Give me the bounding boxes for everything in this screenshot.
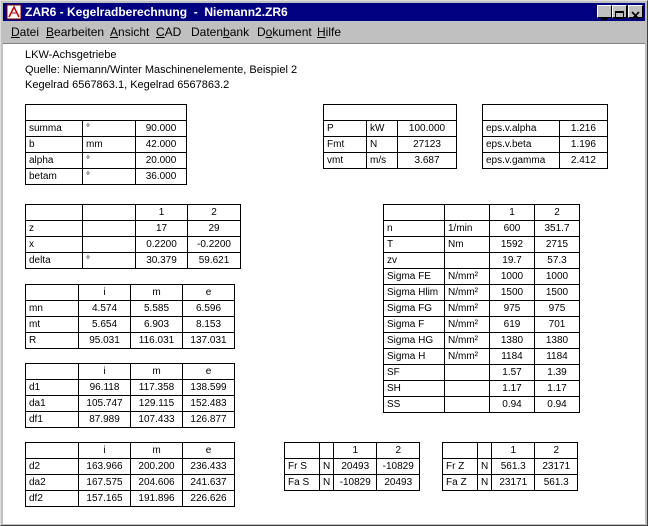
row-unit: N/mm² — [445, 333, 490, 349]
row-label: SS — [384, 397, 445, 413]
header-blank — [285, 443, 320, 459]
row-label: da2 — [26, 475, 79, 491]
row-value: 100.000 — [398, 121, 457, 137]
row-unit — [83, 221, 136, 237]
row-value: 17 — [136, 221, 188, 237]
row-unit — [83, 237, 136, 253]
row-label: zv — [384, 253, 445, 269]
row-unit: N/mm² — [445, 285, 490, 301]
row-value: 157.165 — [79, 491, 131, 507]
row-value: 126.877 — [183, 412, 235, 428]
report-source: Quelle: Niemann/Winter Maschinenelemente, Beispiel 2 — [25, 64, 298, 76]
menu-cad[interactable]: CAD — [156, 25, 182, 39]
close-button[interactable] — [628, 5, 643, 18]
row-label: d1 — [26, 380, 79, 396]
row-label: eps.v.gamma — [483, 153, 560, 169]
table-row — [384, 269, 580, 285]
table-row — [26, 412, 235, 428]
window-title: ZAR6 - Kegelradberechnung - Niemann2.ZR6 — [25, 5, 288, 19]
menu-datenbank[interactable]: Datenbank — [191, 25, 250, 39]
row-value: 561.3 — [492, 459, 535, 475]
row-unit: N/mm² — [445, 301, 490, 317]
table-row — [26, 253, 241, 269]
wheel-diameter-table — [25, 442, 235, 507]
row-unit: N — [320, 459, 334, 475]
force-z-table — [442, 442, 578, 491]
row-value: 1000 — [535, 269, 580, 285]
row-value: 1.196 — [559, 137, 607, 153]
row-value: 163.966 — [79, 459, 131, 475]
table-header-row — [384, 205, 580, 221]
row-value: 1380 — [490, 333, 535, 349]
row-unit: ° — [83, 253, 136, 269]
force-s-table — [284, 442, 420, 491]
header-blank — [83, 205, 136, 221]
row-label: Fr S — [285, 459, 320, 475]
column-header: e — [183, 443, 235, 459]
row-label: T — [384, 237, 445, 253]
row-value: 117.358 — [131, 380, 183, 396]
eps-table — [482, 104, 608, 169]
row-unit — [445, 381, 490, 397]
column-header: 2 — [377, 443, 420, 459]
row-value: 226.626 — [183, 491, 235, 507]
header-blank — [384, 205, 445, 221]
column-header: i — [79, 443, 131, 459]
row-value: 107.433 — [131, 412, 183, 428]
table-row — [26, 317, 235, 333]
row-label: summa — [26, 121, 83, 137]
table-row — [26, 491, 235, 507]
table-row — [384, 221, 580, 237]
table-row — [324, 137, 457, 153]
report-area — [3, 43, 645, 524]
table-row — [324, 121, 457, 137]
table-header-row — [26, 205, 241, 221]
table-row — [384, 333, 580, 349]
row-label: R — [26, 333, 79, 349]
maximize-button[interactable] — [612, 5, 627, 18]
row-label: betam — [26, 169, 83, 185]
row-value: 116.031 — [131, 333, 183, 349]
column-header: e — [183, 285, 235, 301]
row-label: P — [324, 121, 367, 137]
table-row — [26, 333, 235, 349]
row-label: df2 — [26, 491, 79, 507]
column-header: 2 — [535, 443, 578, 459]
row-label: vmt — [324, 153, 367, 169]
row-unit: N — [478, 475, 492, 491]
table-row — [483, 137, 608, 153]
row-unit: ° — [83, 121, 136, 137]
row-label: Fa S — [285, 475, 320, 491]
row-label: delta — [26, 253, 83, 269]
row-label: b — [26, 137, 83, 153]
table-header-row — [483, 105, 608, 121]
table-row — [26, 221, 241, 237]
row-label: x — [26, 237, 83, 253]
table-row — [26, 137, 187, 153]
column-header: m — [131, 443, 183, 459]
table-row — [26, 459, 235, 475]
row-label: Sigma FG — [384, 301, 445, 317]
table-row — [384, 237, 580, 253]
row-label: SF — [384, 365, 445, 381]
row-value: 138.599 — [183, 380, 235, 396]
row-value: 23171 — [535, 459, 578, 475]
row-value: 3.687 — [398, 153, 457, 169]
table-row — [26, 475, 235, 491]
table-header — [26, 105, 187, 121]
row-value: 1.39 — [535, 365, 580, 381]
row-value: 96.118 — [79, 380, 131, 396]
table-row — [285, 459, 420, 475]
row-label: mt — [26, 317, 79, 333]
column-header: m — [131, 364, 183, 380]
row-label: mn — [26, 301, 79, 317]
header-blank — [26, 443, 79, 459]
row-value: 1184 — [535, 349, 580, 365]
row-value: 5.585 — [131, 301, 183, 317]
app-icon[interactable] — [6, 4, 22, 20]
row-label: Sigma Hlim — [384, 285, 445, 301]
row-value: 0.94 — [535, 397, 580, 413]
row-label: Sigma HG — [384, 333, 445, 349]
row-label: z — [26, 221, 83, 237]
column-header: 2 — [188, 205, 241, 221]
row-label: Fa Z — [443, 475, 478, 491]
row-value: 1.216 — [559, 121, 607, 137]
column-header: 1 — [492, 443, 535, 459]
table-row — [443, 459, 578, 475]
report-parts: Kegelrad 6567863.1, Kegelrad 6567863.2 — [25, 79, 230, 91]
row-value: 57.3 — [535, 253, 580, 269]
title-bar[interactable] — [3, 3, 645, 21]
menu-ansicht[interactable]: Ansicht — [110, 25, 150, 39]
row-value: 2715 — [535, 237, 580, 253]
row-value: 1500 — [490, 285, 535, 301]
row-value: 8.153 — [183, 317, 235, 333]
row-label: alpha — [26, 153, 83, 169]
header-blank — [26, 285, 79, 301]
row-value: 1592 — [490, 237, 535, 253]
table-row — [26, 153, 187, 169]
table-header-row — [26, 105, 187, 121]
row-unit: ° — [83, 169, 136, 185]
close-icon — [629, 10, 642, 21]
table-row — [443, 475, 578, 491]
table-header-row — [285, 443, 420, 459]
table-row — [26, 301, 235, 317]
header-blank — [443, 443, 478, 459]
table-header — [324, 105, 457, 121]
row-unit — [445, 253, 490, 269]
column-header: 1 — [136, 205, 188, 221]
header-blank — [320, 443, 334, 459]
table-row — [384, 381, 580, 397]
row-value: 1380 — [535, 333, 580, 349]
row-unit: mm — [83, 137, 136, 153]
column-header: 1 — [334, 443, 377, 459]
geometry-table — [25, 104, 187, 185]
table-row — [483, 153, 608, 169]
table-row — [324, 153, 457, 169]
row-value: 1184 — [490, 349, 535, 365]
row-value: 90.000 — [136, 121, 187, 137]
table-row — [26, 169, 187, 185]
row-label: Fmt — [324, 137, 367, 153]
row-value: 4.574 — [79, 301, 131, 317]
header-blank — [445, 205, 490, 221]
row-value: 204.606 — [131, 475, 183, 491]
row-value: 701 — [535, 317, 580, 333]
row-value: 27123 — [398, 137, 457, 153]
row-value: 2.412 — [559, 153, 607, 169]
row-unit — [445, 365, 490, 381]
row-value: 36.000 — [136, 169, 187, 185]
column-header: m — [131, 285, 183, 301]
row-value: 137.031 — [183, 333, 235, 349]
row-value: 236.433 — [183, 459, 235, 475]
row-value: -10829 — [377, 459, 420, 475]
menu-datei[interactable]: Datei — [11, 25, 40, 39]
row-value: 105.747 — [79, 396, 131, 412]
menu-bearbeiten[interactable]: Bearbeiten — [46, 25, 105, 39]
row-unit: N — [320, 475, 334, 491]
table-row — [26, 121, 187, 137]
row-value: 167.575 — [79, 475, 131, 491]
row-value: 1.17 — [535, 381, 580, 397]
row-unit: N — [478, 459, 492, 475]
minimize-button[interactable] — [597, 5, 612, 18]
table-row — [285, 475, 420, 491]
row-unit: N/mm² — [445, 317, 490, 333]
row-value: 59.621 — [188, 253, 241, 269]
row-value: 975 — [535, 301, 580, 317]
row-label: eps.v.alpha — [483, 121, 560, 137]
table-row — [384, 397, 580, 413]
row-value: 6.596 — [183, 301, 235, 317]
row-label: SH — [384, 381, 445, 397]
column-header: 2 — [535, 205, 580, 221]
table-header-row — [26, 443, 235, 459]
row-value: 5.654 — [79, 317, 131, 333]
header-blank — [478, 443, 492, 459]
row-value: 1500 — [535, 285, 580, 301]
row-value: 600 — [490, 221, 535, 237]
header-blank — [26, 205, 83, 221]
row-label: df1 — [26, 412, 79, 428]
row-label: Sigma H — [384, 349, 445, 365]
table-row — [26, 380, 235, 396]
table-row — [384, 253, 580, 269]
table-header-row — [443, 443, 578, 459]
column-header: 1 — [490, 205, 535, 221]
gear-data-table — [25, 204, 241, 269]
row-value: 1.17 — [490, 381, 535, 397]
table-header-row — [324, 105, 457, 121]
minimize-icon — [598, 10, 611, 21]
row-unit: N/mm² — [445, 349, 490, 365]
row-value: 619 — [490, 317, 535, 333]
row-value: 23171 — [492, 475, 535, 491]
column-header: e — [183, 364, 235, 380]
power-table — [323, 104, 457, 169]
row-value: 191.896 — [131, 491, 183, 507]
row-label: n — [384, 221, 445, 237]
row-value: 561.3 — [535, 475, 578, 491]
row-value: 129.115 — [131, 396, 183, 412]
row-label: Sigma FE — [384, 269, 445, 285]
row-label: d2 — [26, 459, 79, 475]
row-value: 20493 — [334, 459, 377, 475]
row-value: -10829 — [334, 475, 377, 491]
table-row — [384, 301, 580, 317]
table-row — [483, 121, 608, 137]
row-unit: ° — [83, 153, 136, 169]
pinion-diameter-table — [25, 363, 235, 428]
row-value: -0.2200 — [188, 237, 241, 253]
row-value: 975 — [490, 301, 535, 317]
table-header-row — [26, 364, 235, 380]
table-row — [384, 317, 580, 333]
report-title: LKW-Achsgetriebe — [25, 49, 117, 61]
row-value: 95.031 — [79, 333, 131, 349]
row-value: 20493 — [377, 475, 420, 491]
row-value: 1.57 — [490, 365, 535, 381]
maximize-icon — [613, 10, 626, 21]
row-unit: m/s — [367, 153, 398, 169]
row-label: da1 — [26, 396, 79, 412]
row-value: 29 — [188, 221, 241, 237]
row-value: 0.94 — [490, 397, 535, 413]
header-blank — [26, 364, 79, 380]
strength-table — [383, 204, 580, 413]
column-header: i — [79, 364, 131, 380]
row-unit: N — [367, 137, 398, 153]
row-value: 351.7 — [535, 221, 580, 237]
table-row — [384, 349, 580, 365]
menu-dokument[interactable]: Dokument — [257, 25, 312, 39]
row-unit: Nm — [445, 237, 490, 253]
table-row — [26, 237, 241, 253]
row-unit — [445, 397, 490, 413]
column-header: i — [79, 285, 131, 301]
row-value: 19.7 — [490, 253, 535, 269]
row-value: 200.200 — [131, 459, 183, 475]
menu-hilfe[interactable]: Hilfe — [317, 25, 342, 39]
row-label: eps.v.beta — [483, 137, 560, 153]
table-row — [26, 396, 235, 412]
row-value: 87.989 — [79, 412, 131, 428]
module-table — [25, 284, 235, 349]
row-value: 6.903 — [131, 317, 183, 333]
table-header — [483, 105, 608, 121]
table-header-row — [26, 285, 235, 301]
row-value: 1000 — [490, 269, 535, 285]
row-value: 30.379 — [136, 253, 188, 269]
row-unit: N/mm² — [445, 269, 490, 285]
row-label: Fr Z — [443, 459, 478, 475]
row-value: 152.483 — [183, 396, 235, 412]
row-label: Sigma F — [384, 317, 445, 333]
menu-bar — [3, 22, 645, 42]
row-value: 42.000 — [136, 137, 187, 153]
table-row — [384, 285, 580, 301]
table-row — [384, 365, 580, 381]
row-value: 0.2200 — [136, 237, 188, 253]
row-unit: kW — [367, 121, 398, 137]
row-unit: 1/min — [445, 221, 490, 237]
row-value: 241.637 — [183, 475, 235, 491]
row-value: 20.000 — [136, 153, 187, 169]
